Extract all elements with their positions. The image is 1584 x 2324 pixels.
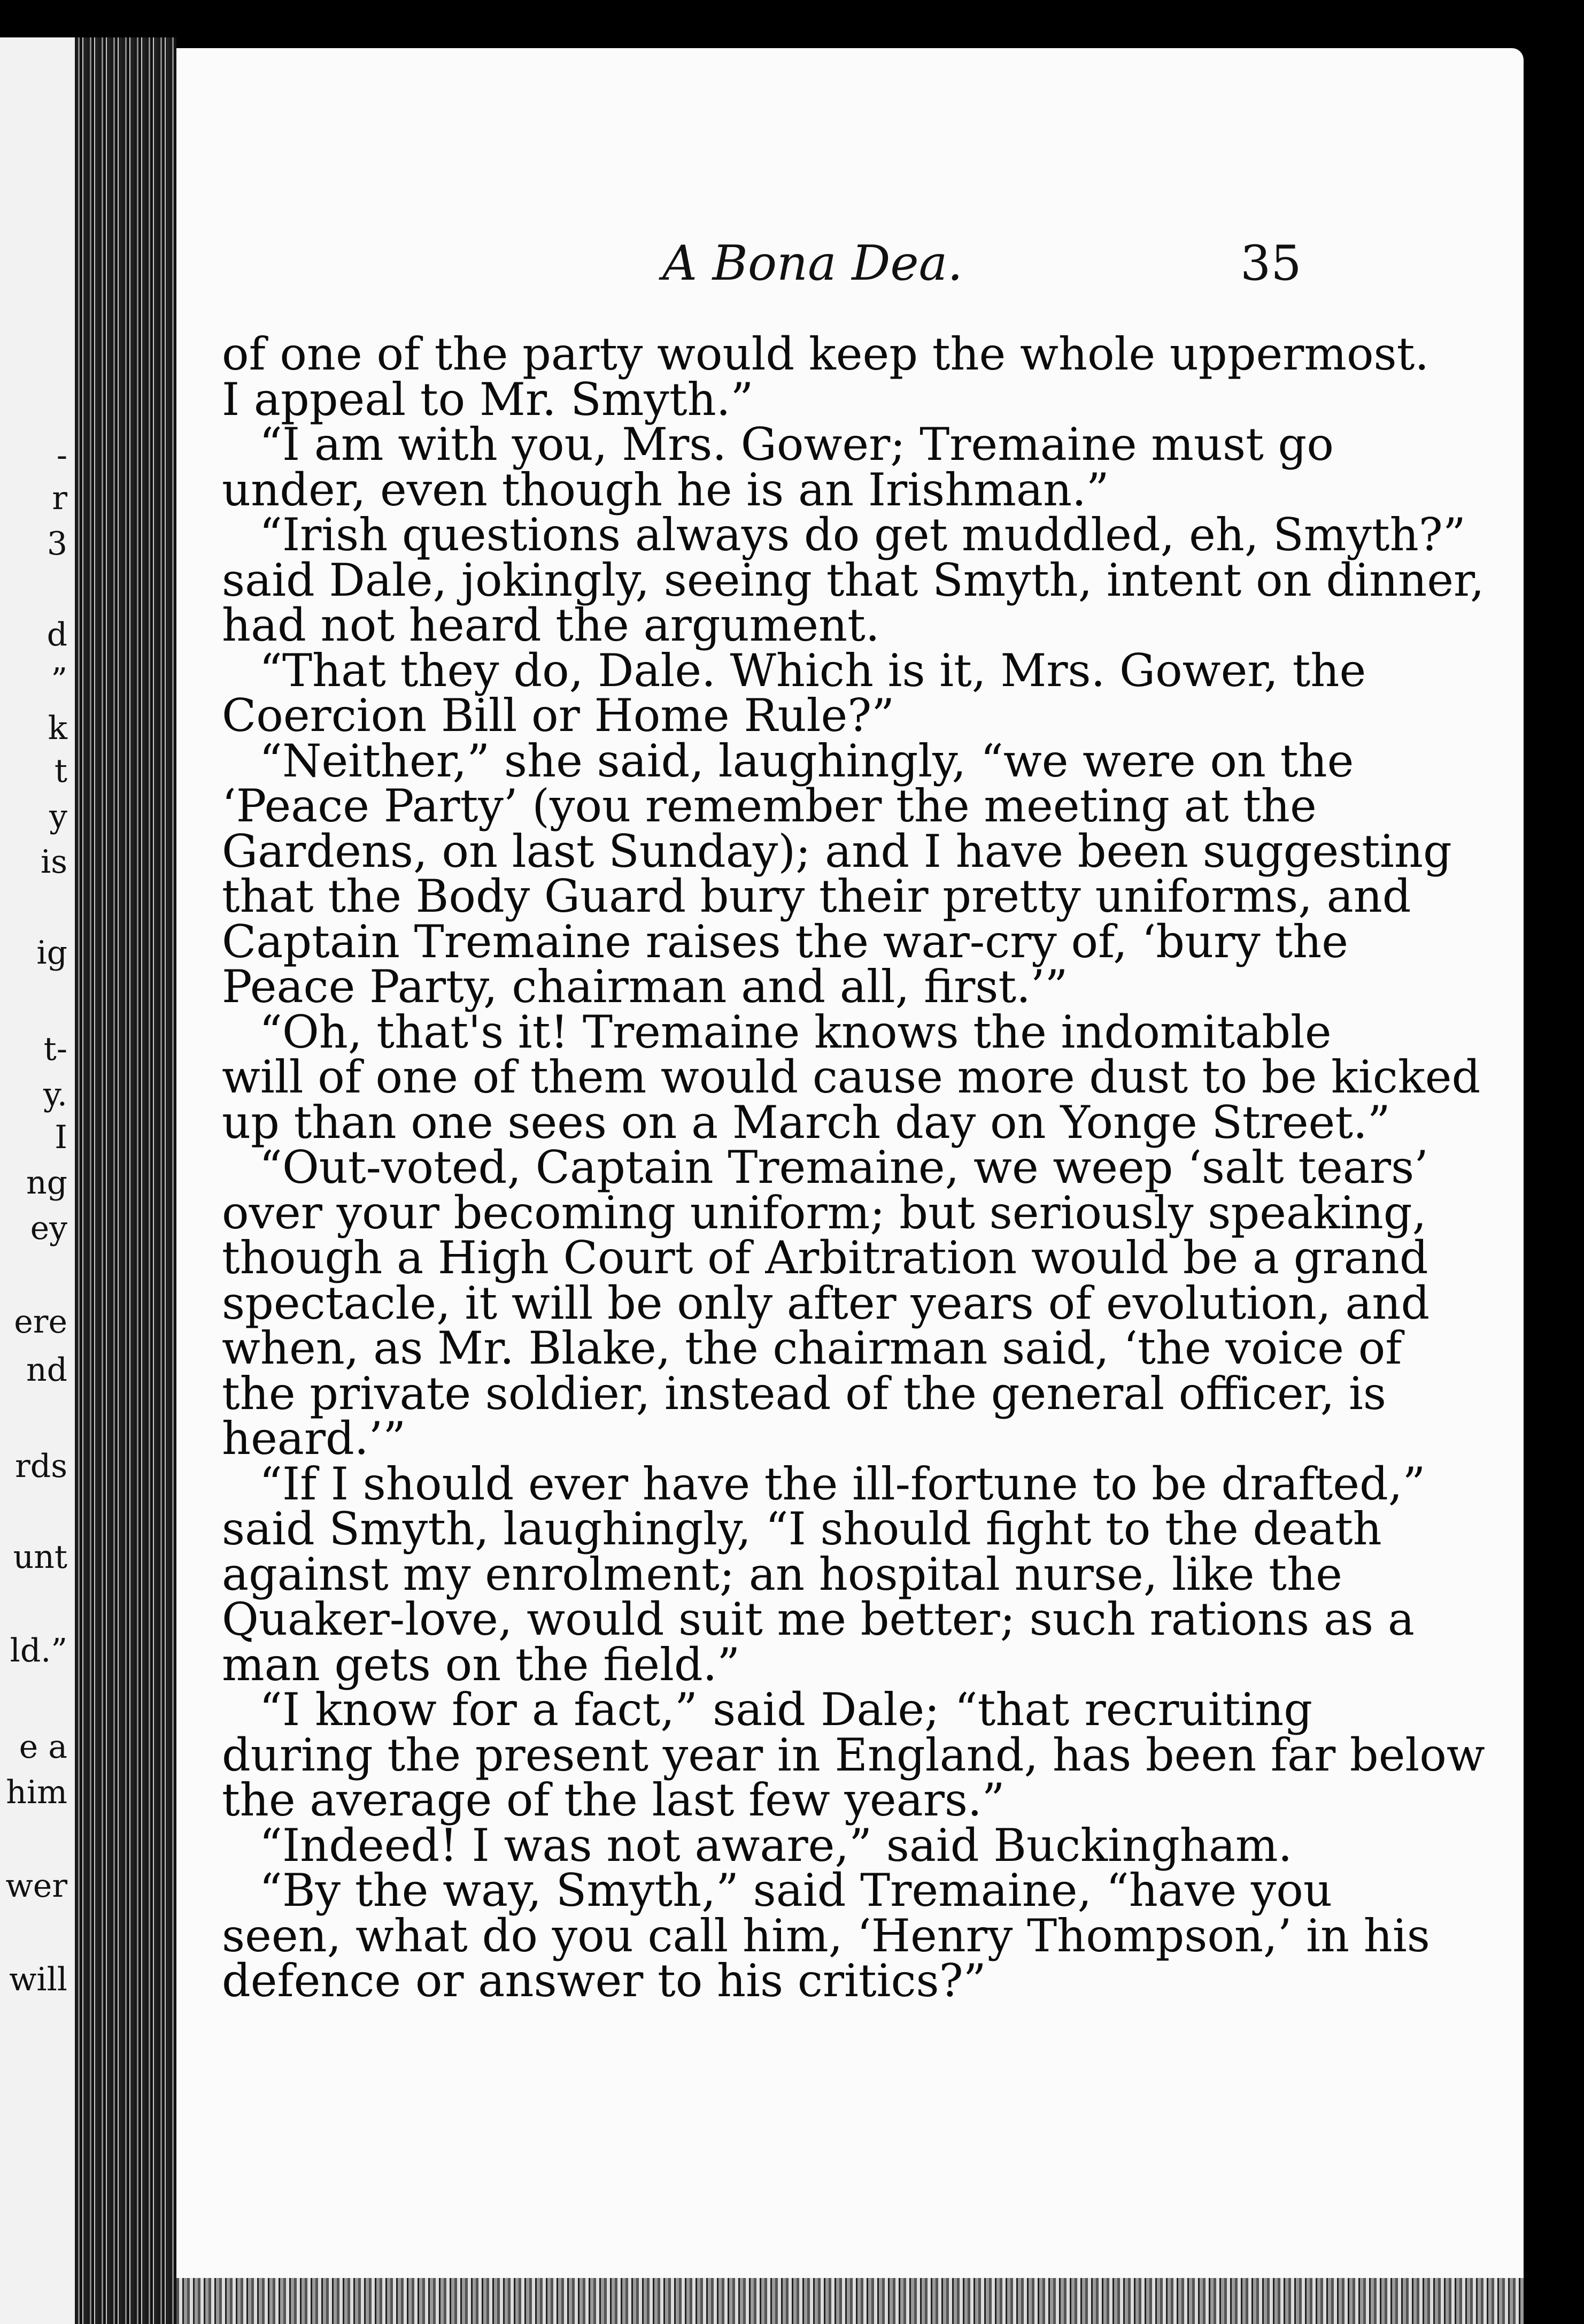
text-line: man gets on the field.” [222, 1638, 740, 1691]
prev-fragment: t [54, 752, 67, 790]
text-line: though a High Court of Arbitration would be a grand [222, 1232, 1428, 1284]
text-line: “That they do, Dale. Which is it, Mrs. Gower, the [259, 644, 1366, 697]
prev-fragment: ld.” [10, 1632, 67, 1669]
prev-fragment: y. [43, 1076, 67, 1113]
prev-fragment: I [55, 1119, 67, 1156]
book-page [176, 48, 1524, 2324]
page-body [222, 328, 1485, 2007]
text-line: “Oh, that's it! Tremaine knows the indomitable [259, 1005, 1332, 1058]
text-line: the average of the last few years.” [222, 1774, 1005, 1826]
prev-fragment: wer [5, 1867, 67, 1905]
prev-fragment: 3 [47, 525, 67, 563]
text-line: of one of the party would keep the whole uppermost. [222, 328, 1430, 380]
text-line: will of one of them would cause more dust to be kicked [222, 1051, 1481, 1103]
text-line: “I am with you, Mrs. Gower; Tremaine must go [259, 418, 1334, 471]
prev-fragment: ere [14, 1303, 67, 1341]
prev-fragment: d [47, 616, 67, 653]
prev-fragment: ig [36, 934, 67, 972]
previous-page-edge [0, 37, 75, 2324]
text-line: I appeal to Mr. Smyth.” [222, 373, 754, 426]
text-line: Peace Party, chairman and all, first.’” [222, 960, 1068, 1013]
text-line: “Irish questions always do get muddled, eh, Smyth?” [259, 509, 1466, 561]
text-line: over your becoming uniform; but seriously speaking, [222, 1186, 1427, 1239]
text-line: seen, what do you call him, ‘Henry Thompson,’ in his [222, 1909, 1430, 1962]
text-line: under, even though he is an Irishman.” [222, 463, 1109, 516]
prev-fragment: nd [26, 1351, 67, 1389]
text-line: that the Body Guard bury their pretty uniforms, and [222, 870, 1411, 922]
text-line: Quaker-love, would suit me better; such rations as a [222, 1593, 1415, 1645]
text-line: “Indeed! I was not aware,” said Buckingham. [259, 1819, 1293, 1872]
prev-fragment: t- [43, 1030, 67, 1068]
prev-fragment: is [41, 843, 67, 881]
text-line: “By the way, Smyth,” said Tremaine, “have you [259, 1864, 1332, 1917]
text-line: against my enrolment; an hospital nurse, like the [222, 1548, 1342, 1600]
text-line: “If I should ever have the ill-fortune to be drafted,” [259, 1457, 1426, 1510]
prev-fragment: - [56, 437, 67, 474]
book-gutter [75, 37, 176, 2324]
prev-fragment: ey [30, 1210, 67, 1247]
prev-fragment: y [49, 798, 67, 835]
text-line: defence or answer to his critics?” [222, 1954, 986, 2007]
text-line: said Smyth, laughingly, “I should fight to the death [222, 1503, 1382, 1555]
prev-fragment: him [6, 1774, 67, 1811]
text-line: heard.’” [222, 1412, 406, 1465]
text-line: Coercion Bill or Home Rule?” [222, 689, 895, 742]
prev-fragment: ng [26, 1164, 67, 1202]
prev-fragment: ” [51, 661, 67, 699]
prev-fragment: unt [13, 1538, 67, 1576]
prev-fragment: k [48, 710, 67, 747]
text-line: the private soldier, instead of the general officer, is [222, 1367, 1386, 1420]
text-line: spectacle, it will be only after years of evolution, and [222, 1276, 1430, 1329]
prev-fragment: r [52, 480, 67, 517]
prev-fragment: rds [15, 1448, 67, 1485]
text-line: when, as Mr. Blake, the chairman said, ‘the voice of [222, 1322, 1402, 1374]
prev-fragment: e a [19, 1728, 67, 1766]
text-line: Gardens, on last Sunday); and I have been suggesting [222, 825, 1452, 878]
text-line: “Out-voted, Captain Tremaine, we weep ‘salt tears’ [259, 1141, 1428, 1194]
text-line: had not heard the argument. [222, 599, 880, 651]
prev-fragment: will [9, 1961, 67, 1998]
page-number: 35 [1240, 235, 1302, 291]
text-line: said Dale, jokingly, seeing that Smyth, intent on dinner, [222, 553, 1485, 606]
text-line: “Neither,” she said, laughingly, “we were on the [259, 734, 1354, 787]
text-line: ‘Peace Party’ (you remember the meeting at the [222, 780, 1317, 832]
text-line: during the present year in England, has been far below [222, 1728, 1485, 1781]
text-line: up than one sees on a March day on Yonge Street.” [222, 1096, 1390, 1149]
text-line: “I know for a fact,” said Dale; “that recruiting [259, 1683, 1312, 1736]
running-header: A Bona Dea. [662, 235, 963, 291]
page-bottom-edge [176, 2278, 1524, 2324]
text-line: Captain Tremaine raises the war-cry of, ‘bury the [222, 915, 1349, 968]
